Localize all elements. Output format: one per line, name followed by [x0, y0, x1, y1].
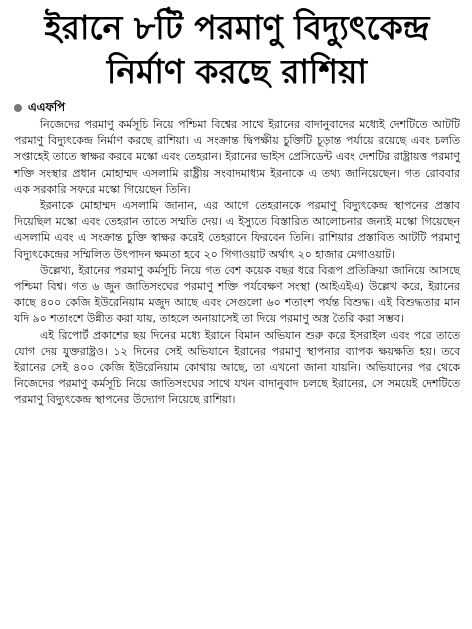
- headline: [14, 6, 460, 94]
- paragraph-4: এই রিপোর্ট প্রকাশের ছয় দিনের মধ্যে ইরানে বিমান অভিযান শুরু করে ইসরাইল এবং পরে তাতে যোগ দেয় যুক্তরাষ্ট্রও। ১২ দিনের সেই অভিযানে ইরানের পরমাণু স্থাপনার ব্যাপক ক্ষয়ক্ষতি হয়। তবে ইরানের সেই ৪০০ কেজি ইউরেনিয়াম কোথায় আছে, তা এখনো জানা যায়নি। অভিযানের পর থেকে নিজেদের পরমাণু কর্মসূচি নিয়ে জাতিসংঘের সাথে যখন বাদানুবাদ চলছে ইরানের, সে সময়েই দেশটিতে পরমাণু বিদ্যুৎকেন্দ্র স্থাপনের উদ্যোগ নিয়েছে রাশিয়া।: [14, 328, 460, 407]
- paragraph-1: নিজেদের পরমাণু কর্মসূচি নিয়ে পশ্চিমা বিশ্বের সাথে ইরানের বাদানুবাদের মধ্যেই দেশটিতে আটটি পরমাণু বিদ্যুৎকেন্দ্র নির্মাণ করছে রাশিয়া। এ সংক্রান্ত দ্বিপক্ষীয় চুক্তিটি চূড়ান্ত পর্যায়ে রয়েছে এবং চলতি সপ্তাহেই তাতে স্বাক্ষর করবে মস্কো এবং তেহরান। ইরানের ভাইস প্রেসিডেন্ট এবং দেশটির রাষ্ট্রায়ত্ত পরমাণু শক্তি সংস্থার প্রধান মোহাম্মদ এসলামি রাষ্ট্রীয় সংবাদমাধ্যম ইরনাকে এ তথ্য জানিয়েছেন। গত রোববার এক সরকারি সফরে মস্কো গিয়েছেন তিনি।: [14, 118, 460, 196]
- bullet-icon: [14, 104, 22, 112]
- article-body: [14, 117, 460, 409]
- paragraph-3: উল্লেখ্য, ইরানের পরমাণু কর্মসূচি নিয়ে গত বেশ কয়েক বছর ধরে বিরূপ প্রতিক্রিয়া জানিয়ে আসছে পশ্চিমা বিশ্ব। গত ৬ জুন জাতিসংঘের পরমাণু শক্তি পর্যবেক্ষণ সংস্থা (আইএইএ) উল্লেখ করে, ইরানের কাছে ৪০০ কেজি ইউরেনিয়াম মজুদ আছে এবং সেগুলো ৬০ শতাংশ পর্যন্ত বিশুদ্ধ। এই বিশুদ্ধতার মান যদি ৯০ শতাংশে উন্নীত করা যায়, তাহলে অনায়াসেই তা দিয়ে পরমাণু অস্ত্র তৈরি করা সম্ভব।: [14, 263, 460, 326]
- byline: [14, 100, 460, 116]
- headline-line-2: নির্মাণ করছে রাশিয়া: [106, 52, 368, 91]
- paragraph-2: ইরনাকে মোহাম্মদ এসলামি জানান, এর আগে তেহরানকে পরমাণু বিদ্যুৎকেন্দ্র স্থাপনের প্রস্তাব দিয়েছিল মস্কো এবং তেহরান তাতে সম্মতি দেয়। এ ইস্যুতে বিস্তারিত আলোচনার জন্যই মস্কো গিয়েছেন এসলামি এবং এ সংক্রান্ত চুক্তি স্বাক্ষর করেই তেহরানে ফিরবেন তিনি। রাশিয়ার প্রস্তাবিত আটটি পরমাণু বিদ্যুৎকেন্দ্রের সম্মিলিত উৎপাদন ক্ষমতা হবে ২০ গিগাওয়াট অর্থাৎ ২০ হাজার মেগাওয়াট।: [14, 199, 460, 261]
- headline-line-1: ইরানে ৮টি পরমাণু বিদ্যুৎকেন্দ্র: [44, 8, 430, 47]
- byline-source: এএফপি: [28, 99, 65, 114]
